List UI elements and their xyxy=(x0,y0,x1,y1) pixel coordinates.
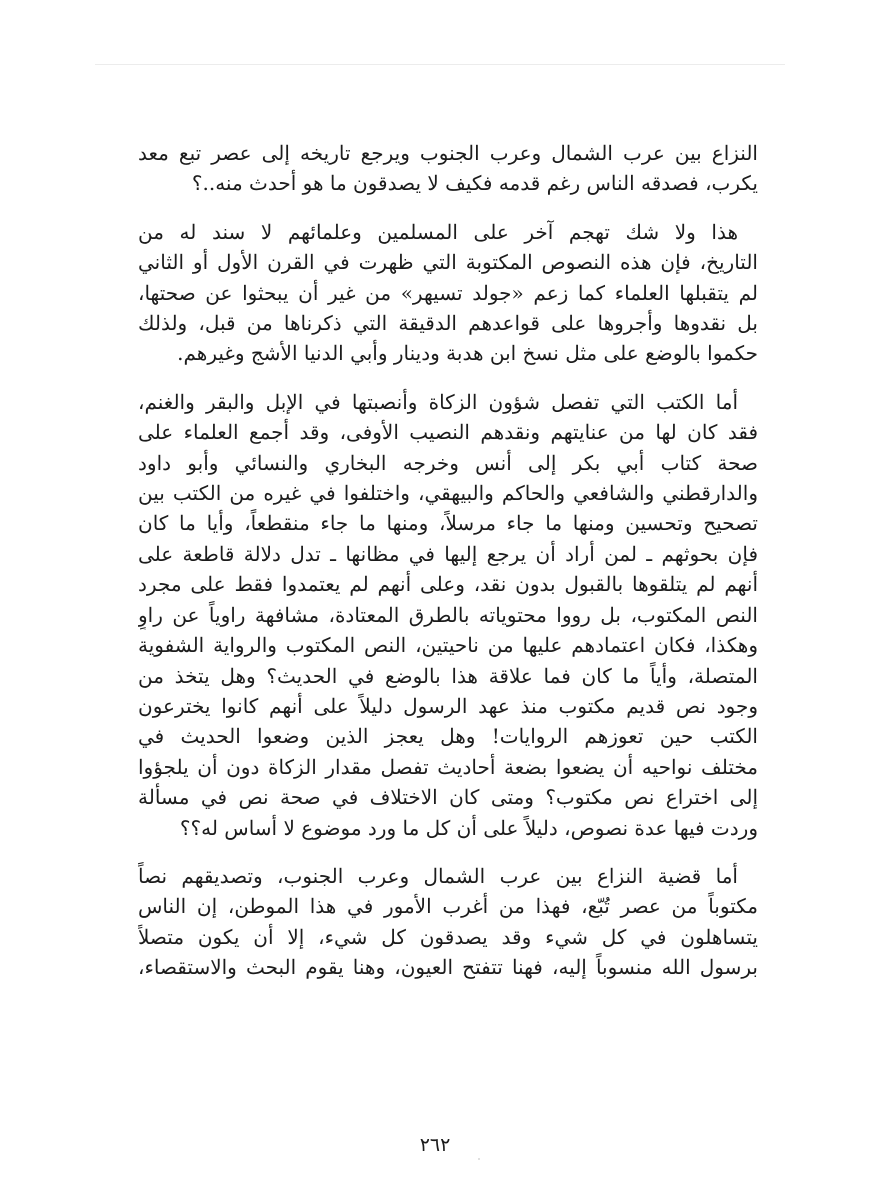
text-line: حكموا بالوضع على مثل نسخ ابن هدبة ودينار وأبي الدنيا الأشج وغيرهم. xyxy=(177,341,758,366)
text-line: فإن بحوثهم ـ لمن أراد أن يرجع إليها في مظانها ـ تدل دلالة قاطعة على xyxy=(138,541,758,566)
paragraph-3 xyxy=(138,387,758,843)
text-line: وهكذا، فكان اعتمادهم عليها من ناحيتين، النص المكتوب والرواية الشفوية xyxy=(138,633,758,658)
text-line: وجود نص قديم مكتوب منذ عهد الرسول دليلاً على أنهم كانوا يخترعون xyxy=(138,693,758,718)
text-line: التاريخ، فإن هذه النصوص المكتوبة التي ظهرت في القرن الأول أو الثاني xyxy=(138,250,758,275)
text-line: برسول الله منسوباً إليه، فهنا تتفتح العيون، وهنا يقوم البحث والاستقصاء، xyxy=(138,955,758,980)
text-line: فقد كان لها من عنايتهم ونقدهم النصيب الأوفى، وقد أجمع العلماء على xyxy=(138,420,758,445)
text-line: هذا ولا شك تهجم آخر على المسلمين وعلمائهم لا سند له من xyxy=(138,219,738,244)
paragraph-4 xyxy=(138,861,758,983)
text-line: يكرب، فصدقه الناس رغم قدمه فكيف لا يصدقون ما هو أحدث منه..؟ xyxy=(191,171,758,196)
text-line: المتصلة، وأياً ما كان فما علاقة هذا بالوضع في الحديث؟ وهل يتخذ من xyxy=(138,663,758,688)
text-line: والدارقطني والشافعي والحاكم والبيهقي، واختلفوا في غيره من الكتب بين xyxy=(138,481,758,506)
text-line: إلى اختراع نص مكتوب؟ ومتى كان الاختلاف في صحة نص في مسألة xyxy=(138,785,758,810)
text-line: وردت فيها عدة نصوص، دليلاً على أن كل ما ورد موضوع لا أساس له؟؟ xyxy=(179,815,758,840)
text-line: لم يتقبلها العلماء كما زعم «جولد تسيهر» من غير أن يبحثوا عن صحتها، xyxy=(138,280,758,305)
top-rule xyxy=(95,64,785,65)
text-line: النص المكتوب، بل رووا محتوياته بالطرق المعتادة، مشافهة راوياً عن راوٍ xyxy=(138,602,758,627)
text-line: يتساهلون في كل شيء وقد يصدقون كل شيء، إلا أن يكون متصلاً xyxy=(138,924,758,949)
text-line: أما الكتب التي تفصل شؤون الزكاة وأنصبتها في الإبل والبقر والغنم، xyxy=(138,389,738,414)
body-text xyxy=(138,138,758,983)
text-line: الكتب حين تعوزهم الروايات! وهل يعجز الذين وضعوا الحديث في xyxy=(138,724,758,749)
footer-mark xyxy=(478,1158,480,1160)
text-line: مختلف نواحيه أن يضعوا بضعة أحاديث تفصل مقدار الزكاة دون أن يلجؤوا xyxy=(138,754,758,779)
text-line: أنهم لم يتلقوها بالقبول بدون نقد، وعلى أنهم لم يعتمدوا فقط على مجرد xyxy=(138,572,758,597)
paragraph-1 xyxy=(138,138,758,199)
text-line: تصحيح وتحسين ومنها ما جاء مرسلاً، ومنها ما جاء منقطعاً، وأيا ما كان xyxy=(138,511,758,536)
text-line: مكتوباً من عصر تُبّع، فهذا من أغرب الأمور في هذا الموطن، إن الناس xyxy=(138,894,758,919)
text-line: النزاع بين عرب الشمال وعرب الجنوب ويرجع تاريخه إلى عصر تبع معد xyxy=(138,141,758,165)
text-line: صحة كتاب أبي بكر إلى أنس وخرجه البخاري والنسائي وأبو داود xyxy=(138,450,758,475)
text-line: أما قضية النزاع بين عرب الشمال وعرب الجنوب، وتصديقهم نصاً xyxy=(138,863,738,888)
page-number: ٢٦٢ xyxy=(419,1134,451,1156)
text-line: بل نقدوها وأجروها على قواعدهم الدقيقة التي ذكرناها من قبل، ولذلك xyxy=(138,311,758,336)
paragraph-2 xyxy=(138,217,758,369)
